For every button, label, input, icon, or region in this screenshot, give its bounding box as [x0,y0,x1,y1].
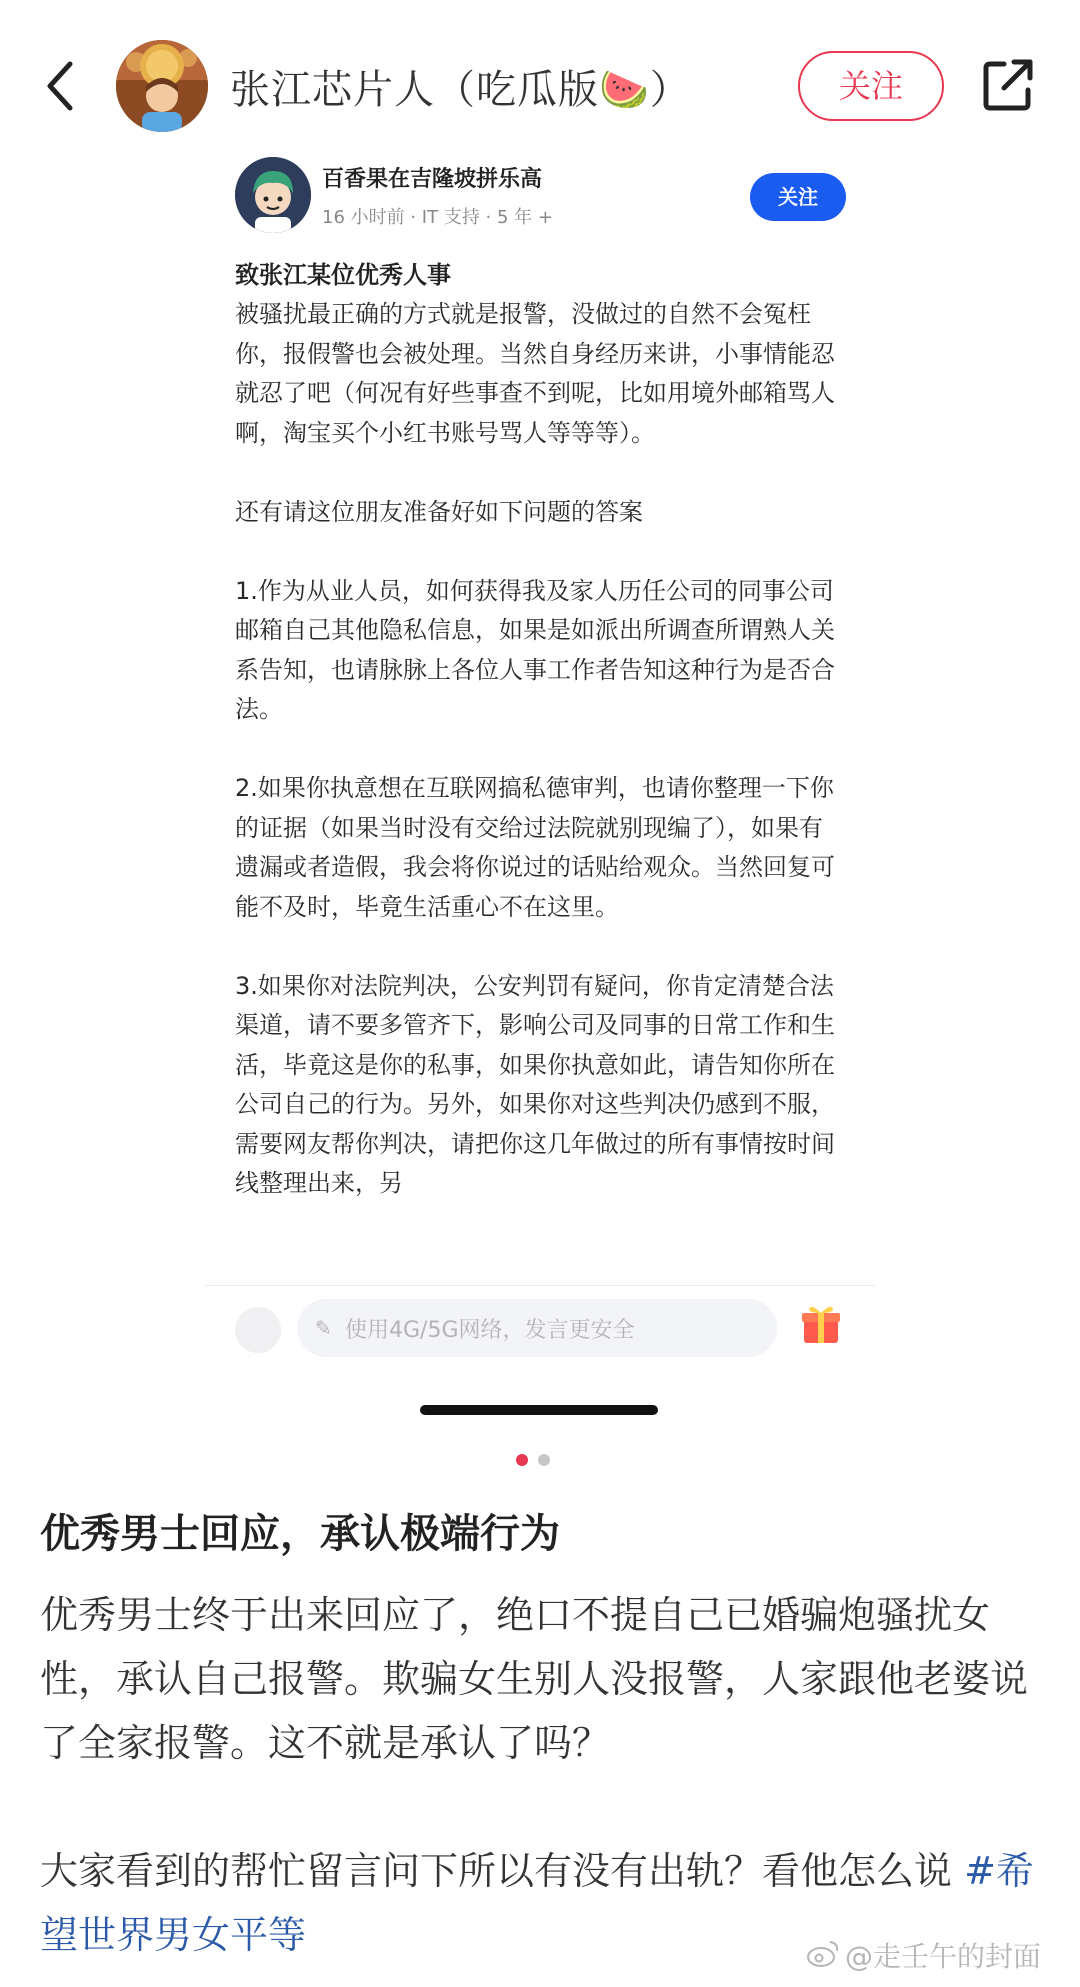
embed-paragraph: 被骚扰最正确的方式就是报警，没做过的自然不会冤枉你，报假警也会被处理。当然自身经历来讲，小事情能忍就忍了吧（何况有好些事查不到呢，比如用境外邮箱骂人啊，淘宝买个小红书账号骂人等等等）。 [235,300,835,447]
post-paragraph: 优秀男士终于出来回应了，绝口不提自己已婚骗炮骚扰女性，承认自己报警。欺骗女生别人没报警，人家跟他老婆说了全家报警。这不就是承认了吗？ [40,1593,1029,1765]
divider [205,1285,875,1286]
watermark: @走壬午的封面 [845,1940,1042,1973]
pagination-dot[interactable] [538,1454,550,1466]
embed-user-circle [235,1307,281,1353]
embed-follow-button: 关注 [750,173,846,221]
gift-icon [801,1301,841,1345]
embed-comment-input [297,1299,777,1357]
embedded-screenshot[interactable] [205,145,875,1360]
hashtag-link[interactable]: #希望世界男女平等 [40,1849,1034,1957]
embed-comment-bar [205,1285,895,1365]
embed-username: 百香果在吉隆坡拼乐高 [322,167,543,192]
post-paragraph-text: 大家看到的帮忙留言问下所以有没有出轨？看他怎么说 [40,1849,965,1893]
embed-user-avatar [235,157,311,233]
author-name[interactable]: 张江芯片人（吃瓜版🍉） [230,67,691,113]
author-avatar[interactable] [116,40,208,132]
pen-icon: ✎ [315,1316,332,1340]
back-arrow-icon[interactable] [38,56,84,116]
embed-paragraph: 1.作为从业人员，如何获得我及家人历任公司的同事公司邮箱自己其他隐私信息，如果是如派出所调查所谓熟人关系告知，也请脉脉上各位人事工作者告知这种行为是否合法。 [235,576,835,723]
follow-button[interactable]: 关注 [798,51,944,121]
pagination-dot-active[interactable] [516,1454,528,1466]
embed-paragraph: 2.如果你执意想在互联网搞私德审判，也请你整理一下你的证据（如果当时没有交给过法院就别现编了），如果有遗漏或者造假，我会将你说过的话贴给观众。当然回复可能不及时，毕竟生活重心不在这里。 [235,774,835,921]
home-indicator [420,1405,658,1415]
share-icon[interactable] [980,56,1036,114]
embed-title: 致张江某位优秀人事 [235,261,451,289]
embed-paragraph: 还有请这位朋友准备好如下问题的答案 [235,497,643,526]
embed-body [235,295,845,1427]
embed-paragraph: 3.如果你对法院判决，公安判罚有疑问，你肯定清楚合法渠道，请不要多管齐下，影响公司及同事的日常工作和生活，毕竟这是你的私事，如果你执意如此，请告知你所在公司自己的行为。另外，如果你对这些判决仍感到不服，需要网友帮你判决，请把你这几年做过的所有事情按时间线整理出来，另 [235,971,835,1197]
weibo-icon [806,1938,840,1968]
embed-meta: 16 小时前 · IT 支持 · 5 年 + [322,207,553,228]
post-title: 优秀男士回应，承认极端行为 [40,1511,560,1557]
embed-comment-placeholder: 使用4G/5G网络，发言更安全 [345,1318,635,1343]
post-body [40,1583,1050,1967]
